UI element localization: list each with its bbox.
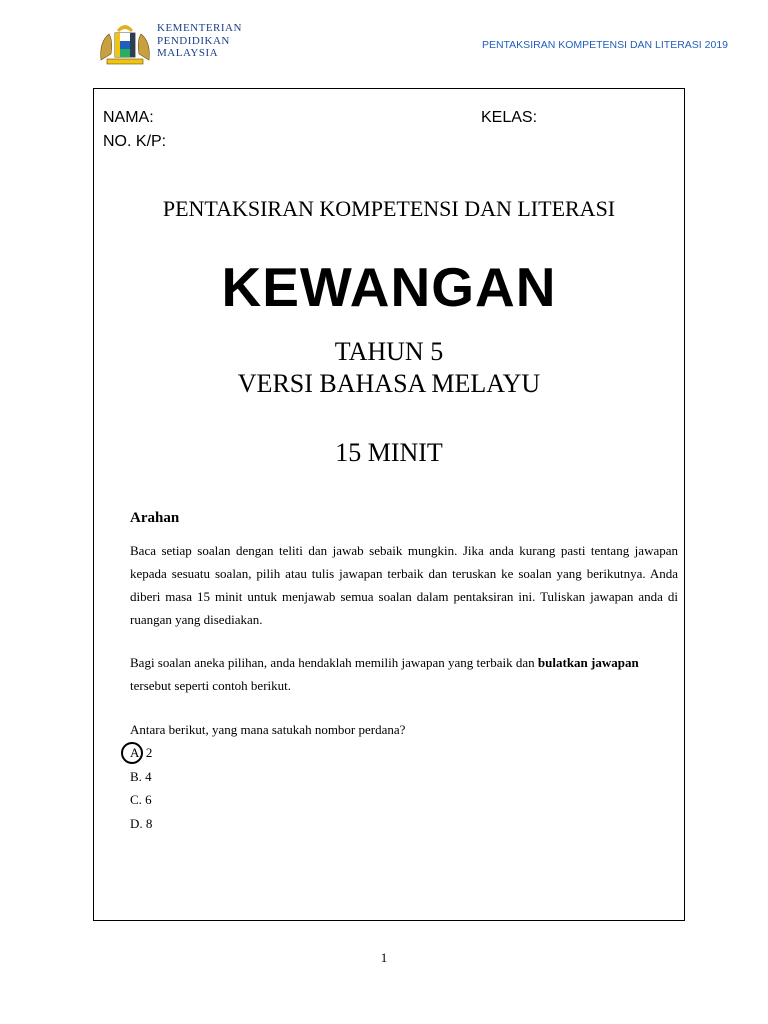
option-label: A. 2 [130,745,153,760]
assessment-subject: PENTAKSIRAN KOMPETENSI DAN LITERASI [162,196,616,221]
nama-label: NAMA: [103,109,154,126]
cover-frame [93,88,685,921]
year-label: TAHUN 5 [334,337,444,366]
option-label: D. 8 [130,815,153,831]
instructions-paragraph-mcq [130,651,678,697]
instructions-heading: Arahan [130,510,180,526]
ministry-line: PENDIDIKAN [157,34,230,47]
kp-label: NO. K/P: [103,133,167,150]
malaysia-coat-of-arms-icon [95,20,155,68]
header-title: PENTAKSIRAN KOMPETENSI DAN LITERASI 2019 [481,39,728,51]
answer-circle [121,742,143,764]
duration-label: 15 MINIT [335,438,443,467]
option-item [130,765,678,789]
instructions-section [130,510,678,835]
page-title: KEWANGAN [221,256,557,318]
page-number: 1 [380,950,388,965]
paragraph-text: tersebut seperti contoh berikut. [130,678,292,693]
option-item [130,812,678,836]
option-label: B. 4 [130,768,152,784]
page-header [0,0,768,80]
ministry-line: MALAYSIA [157,47,219,59]
instructions-paragraph: Baca setiap soalan dengan teliti dan jawab sebaik mungkin. Jika anda kurang pasti tentang jawapan kepada sesuatu soalan, pilih atau tulis jawapan terbaik dan teruskan ke soalan yang berikutnya. Anda diberi masa 15 minit untuk menjawab semua soalan dalam pentaksiran ini. Tuliskan jawapan anda di ruangan yang disediakan. [130,543,678,627]
paragraph-text: Bagi soalan aneka pilihan, anda hendaklah memilih jawapan yang terbaik dan [130,655,538,670]
option-item [130,788,678,812]
option-label: C. 6 [130,792,152,807]
ministry-name [157,22,242,60]
paragraph-emphasis: bulatkan jawapan [537,655,639,670]
kelas-label: KELAS: [481,109,538,126]
option-item [130,741,678,765]
example-question: Antara berikut, yang mana satukah nombor perdana? [130,722,406,737]
ministry-line: KEMENTERIAN [157,22,242,34]
version-label: VERSI BAHASA MELAYU [237,369,541,398]
example-options [130,741,678,835]
